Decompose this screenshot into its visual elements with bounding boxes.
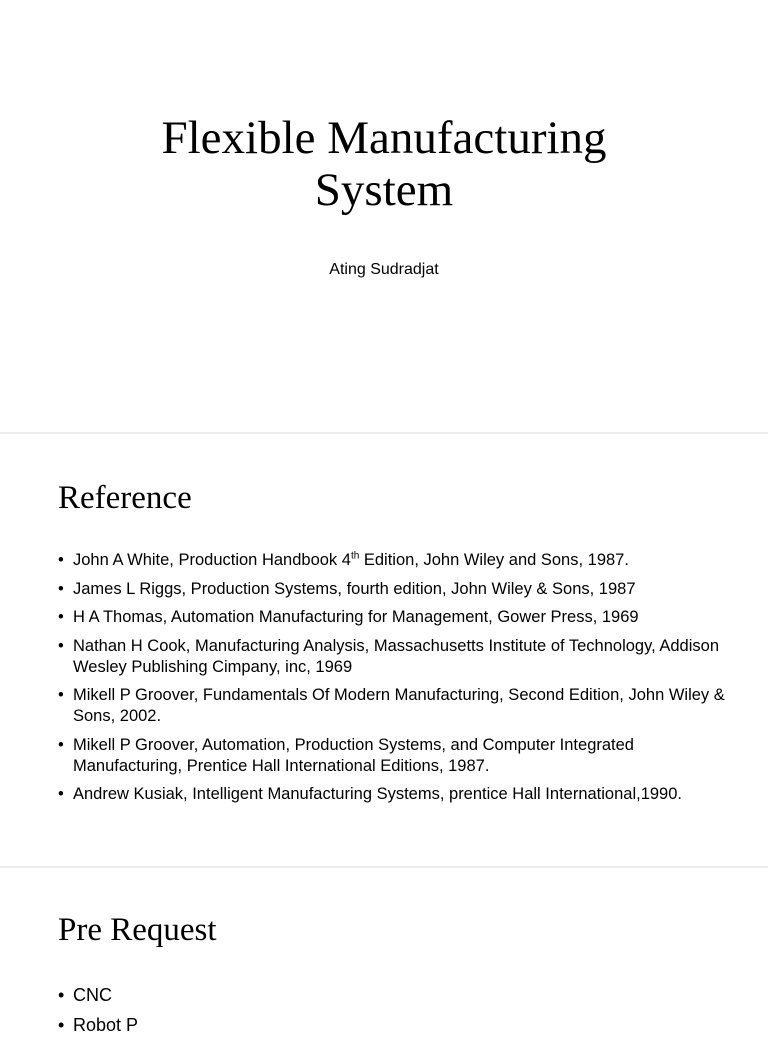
- reference-text: Nathan H Cook, Manufacturing Analysis, Massachusetts Institute of Technology, Addison Wesley Publishing Cimpany, inc, 1969: [73, 636, 719, 676]
- reference-text-part: Edition, John Wiley and Sons, 1987.: [359, 551, 629, 569]
- reference-item: [58, 784, 728, 805]
- reference-text: Mikell P Groover, Fundamentals Of Modern Manufacturing, Second Edition, John Wiley & Sons, 2002.: [73, 686, 725, 725]
- reference-list: [58, 550, 728, 813]
- bullet-icon: •: [58, 735, 64, 754]
- bullet-icon: •: [58, 579, 64, 598]
- bullet-icon: •: [58, 551, 64, 569]
- reference-item: [58, 636, 728, 678]
- reference-text: Mikell P Groover, Automation, Production Systems, and Computer Integrated Manufacturing, Prentice Hall International Editions, 1987.: [73, 735, 634, 775]
- prereq-item: [58, 1013, 728, 1037]
- reference-text: James L Riggs, Production Systems, fourth edition, John Wiley & Sons, 1987: [73, 579, 636, 598]
- bullet-icon: •: [58, 985, 65, 1005]
- reference-item: [58, 735, 728, 777]
- prereq-heading: Pre Request: [58, 912, 217, 948]
- reference-item: [58, 607, 728, 628]
- bullet-icon: •: [58, 1015, 65, 1035]
- prereq-text: Robot P: [73, 1015, 139, 1035]
- reference-heading: Reference: [58, 480, 192, 516]
- reference-text: H A Thomas, Automation Manufacturing for Management, Gower Press, 1969: [73, 608, 639, 626]
- bullet-icon: •: [58, 636, 64, 655]
- reference-text: Andrew Kusiak, Intelligent Manufacturing Systems, prentice Hall International,1990.: [73, 785, 682, 803]
- author-name: Ating Sudradjat: [329, 261, 439, 278]
- reference-item: [58, 685, 728, 727]
- reference-item: [58, 550, 728, 571]
- title-line-2: System: [314, 164, 454, 216]
- bullet-icon: •: [58, 686, 64, 704]
- title-slide: [0, 0, 768, 432]
- prereq-item: [58, 983, 728, 1007]
- title-line-1: Flexible Manufacturing: [161, 112, 607, 164]
- reference-text-part: John A White, Production Handbook 4: [73, 551, 351, 569]
- prereq-text: CNC: [73, 985, 112, 1005]
- bullet-icon: •: [58, 785, 64, 803]
- superscript: th: [350, 550, 360, 562]
- bullet-icon: •: [58, 608, 64, 626]
- prereq-list: [58, 983, 728, 1043]
- prereq-slide: [0, 868, 768, 1035]
- presentation-title: [0, 112, 768, 216]
- reference-slide: [0, 434, 768, 866]
- reference-item: [58, 579, 728, 600]
